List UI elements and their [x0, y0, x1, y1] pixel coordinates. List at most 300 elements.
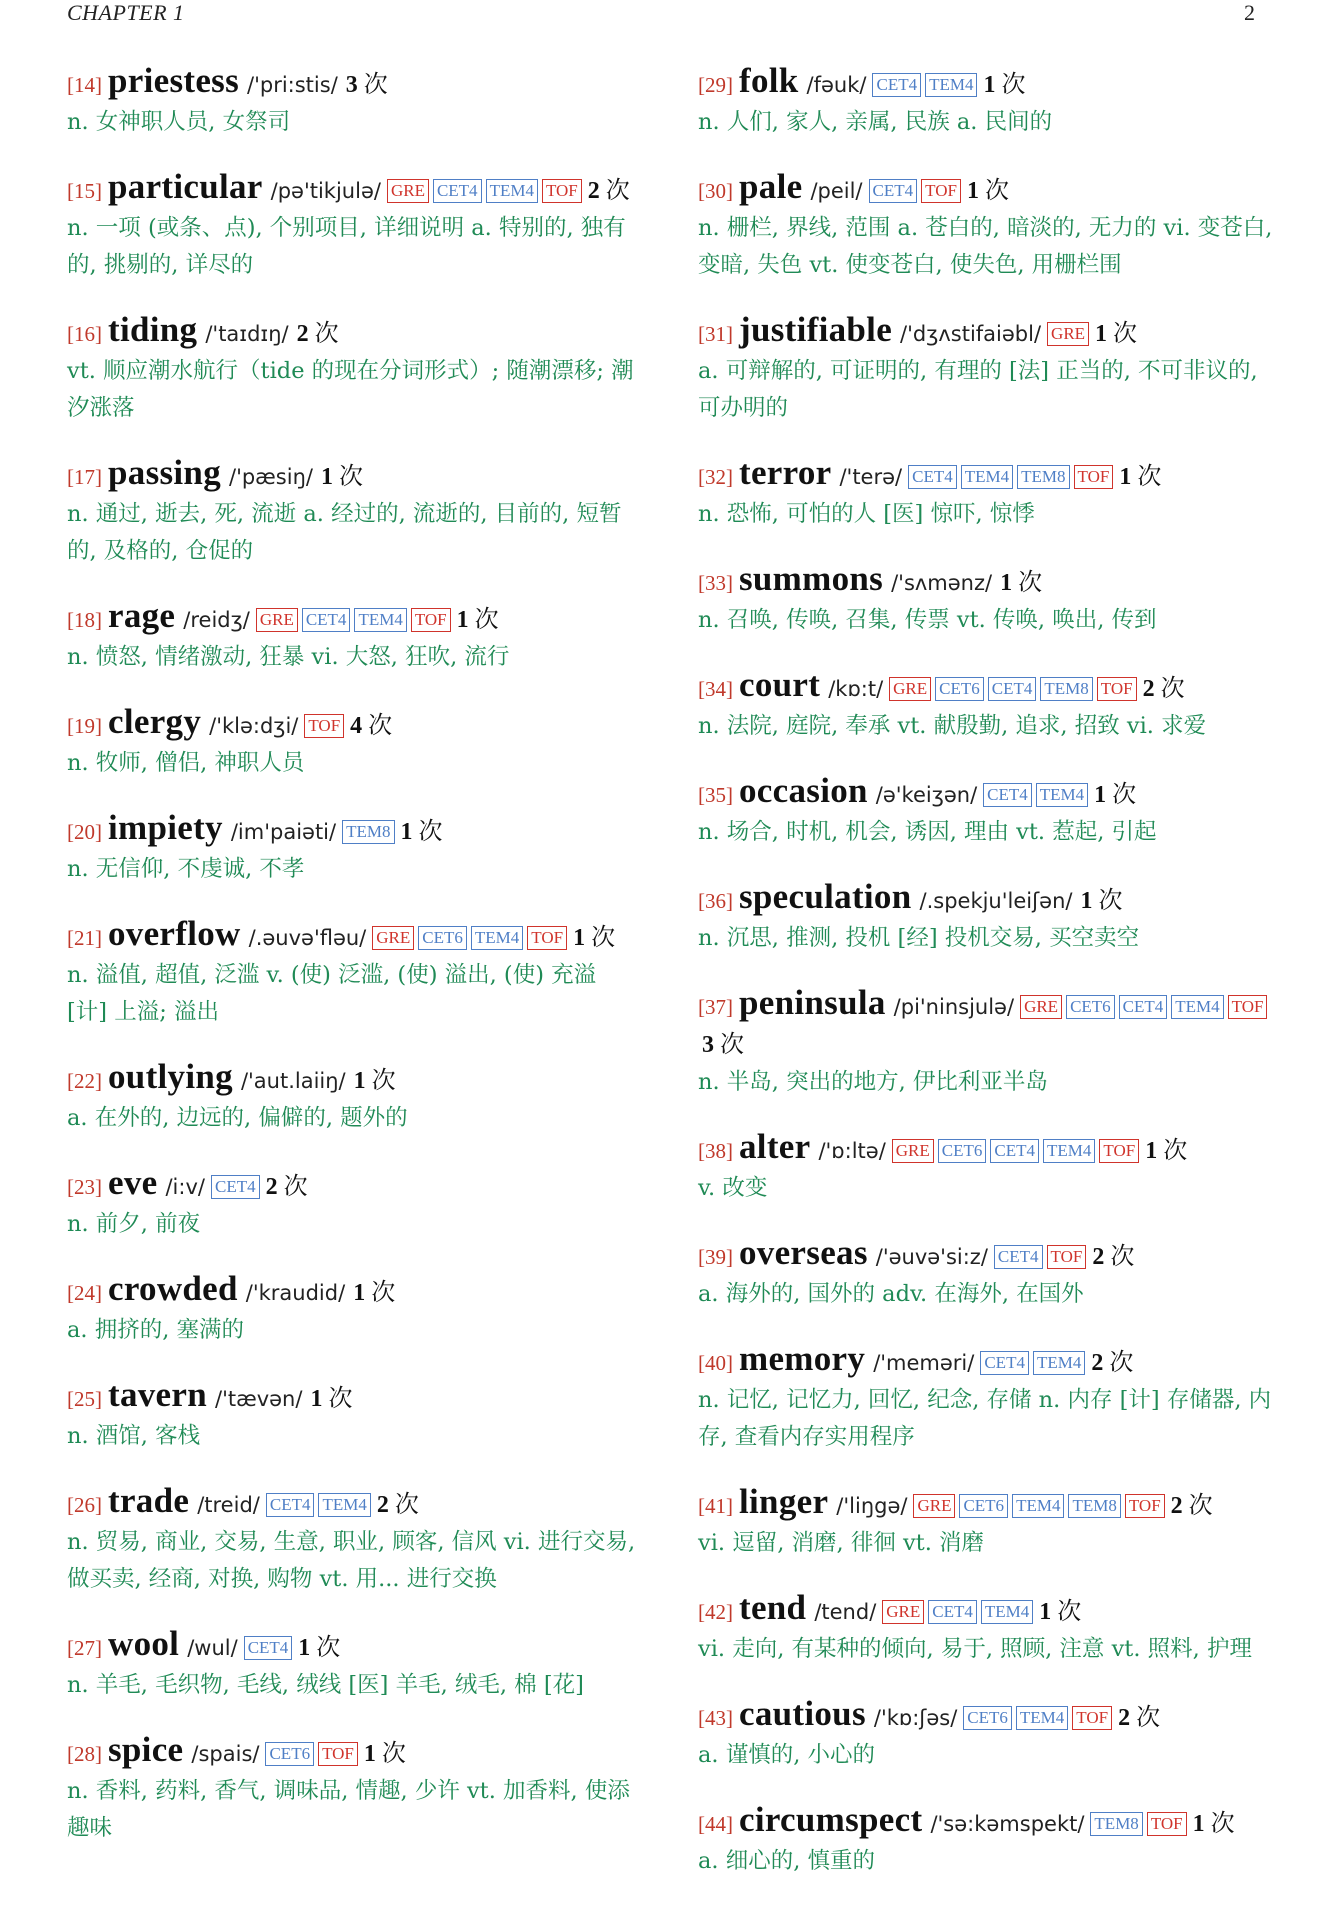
occurrence-count: [310, 1386, 352, 1412]
count-number: 1: [573, 925, 586, 951]
count-unit: 次: [1112, 782, 1137, 808]
count-unit: 次: [1160, 676, 1185, 702]
exam-tag: TOF: [411, 608, 451, 632]
definition: n. 半岛, 突出的地方, 伊比利亚半岛: [698, 1069, 1048, 1095]
entry-number: [29]: [698, 73, 733, 97]
definition: n. 溢值, 超值, 泛滥 v. (使) 泛滥, (使) 溢出, (使) 充溢 [计] 上溢; 溢出: [67, 962, 597, 1025]
exam-tag: CET4: [1119, 995, 1168, 1019]
headword: tend: [739, 1588, 807, 1627]
exam-tag: TOF: [527, 926, 567, 950]
exam-tag: CET4: [990, 1139, 1039, 1163]
count-number: 1: [353, 1068, 366, 1094]
count-unit: 次: [1110, 1244, 1135, 1270]
count-number: 1: [1094, 782, 1107, 808]
definition: n. 召唤, 传唤, 召集, 传票 vt. 传唤, 唤出, 传到: [698, 607, 1157, 633]
exam-tag: TEM4: [981, 1600, 1033, 1624]
entry-head: [67, 62, 642, 104]
definition: a. 可辩解的, 可证明的, 有理的 [法] 正当的, 不可非议的, 可办明的: [698, 358, 1258, 421]
headword: linger: [739, 1482, 829, 1521]
entry-head: [698, 1801, 1273, 1843]
entry-number: [26]: [67, 1493, 102, 1517]
headword: spice: [108, 1730, 184, 1769]
entry-head: [67, 168, 642, 210]
phonetic: /.əuvə'fləu/: [248, 926, 367, 950]
phonetic: /kɒ:t/: [828, 677, 884, 701]
definition: n. 酒馆, 客栈: [67, 1423, 201, 1449]
phonetic: /fəuk/: [806, 73, 867, 97]
occurrence-count: [967, 178, 1009, 204]
exam-tag: GRE: [889, 677, 931, 701]
entry-head: [67, 311, 642, 353]
phonetic: /'aut.laiiŋ/: [240, 1069, 346, 1093]
entry-head: [698, 1589, 1273, 1631]
occurrence-count: [1000, 570, 1042, 596]
definition: n. 恐怖, 可怕的人 [医] 惊吓, 惊悸: [698, 501, 1035, 527]
vocab-entry: [698, 454, 1273, 533]
entry-number: [34]: [698, 677, 733, 701]
entry-number: [41]: [698, 1494, 733, 1518]
entry-head: [67, 1164, 642, 1206]
vocab-entry: [67, 1270, 642, 1349]
count-number: 2: [587, 178, 600, 204]
entry-number: [42]: [698, 1600, 733, 1624]
count-number: 1: [298, 1635, 311, 1661]
entry-number: [43]: [698, 1706, 733, 1730]
exam-tag: TEM4: [354, 608, 406, 632]
definition: n. 记忆, 记忆力, 回忆, 纪念, 存储 n. 内存 [计] 存储器, 内存, 查看内存实用程序: [698, 1387, 1272, 1450]
definition: n. 栅栏, 界线, 范围 a. 苍白的, 暗淡的, 无力的 vi. 变苍白, 变暗, 失色 vt. 使变苍白, 使失色, 用栅栏围: [698, 215, 1273, 278]
exam-tag: GRE: [372, 926, 414, 950]
definition: n. 通过, 逝去, 死, 流逝 a. 经过的, 流逝的, 目前的, 短暂的, 及格的, 仓促的: [67, 501, 622, 564]
exam-tag: CET6: [1066, 995, 1115, 1019]
entry-number: [44]: [698, 1812, 733, 1836]
occurrence-count: [983, 72, 1025, 98]
entry-head: [67, 597, 642, 639]
exam-tag: TOF: [318, 1742, 358, 1766]
exam-tag: TEM4: [1033, 1351, 1085, 1375]
exam-tag: CET6: [963, 1706, 1012, 1730]
definition: a. 拥挤的, 塞满的: [67, 1317, 245, 1343]
vocab-entry: [698, 62, 1273, 141]
occurrence-count: [1092, 1244, 1134, 1270]
definition: n. 愤怒, 情绪激动, 狂暴 vi. 大怒, 狂吹, 流行: [67, 644, 510, 670]
definition: n. 女神职人员, 女祭司: [67, 109, 291, 135]
count-number: 1: [983, 72, 996, 98]
occurrence-count: [353, 1280, 395, 1306]
entry-number: [14]: [67, 73, 102, 97]
entry-head: [698, 666, 1273, 708]
phonetic: /'əuvə'si:z/: [875, 1245, 988, 1269]
headword: particular: [108, 167, 263, 206]
exam-tag: GRE: [882, 1600, 924, 1624]
entry-head: [698, 984, 1273, 1064]
phonetic: /'dʒʌstifaiəbl/: [900, 322, 1042, 346]
exam-tag: TOF: [1047, 1245, 1087, 1269]
count-unit: 次: [338, 464, 363, 490]
occurrence-count: [364, 1741, 406, 1767]
count-unit: 次: [368, 713, 393, 739]
count-number: 1: [966, 178, 979, 204]
count-unit: 次: [1001, 72, 1026, 98]
entry-number: [16]: [67, 322, 102, 346]
exam-tag: CET4: [211, 1175, 260, 1199]
vocab-entry: [698, 1234, 1273, 1313]
headword: outlying: [108, 1057, 233, 1096]
phonetic: /reidʒ/: [183, 608, 250, 632]
headword: clergy: [108, 702, 202, 741]
entry-number: [37]: [698, 995, 733, 1019]
entry-head: [698, 168, 1273, 210]
entry-number: [33]: [698, 571, 733, 595]
count-unit: 次: [474, 607, 499, 633]
headword: memory: [739, 1339, 866, 1378]
phonetic: /'pri:stis/: [247, 73, 338, 97]
entry-number: [24]: [67, 1281, 102, 1305]
phonetic: /pi'ninsjulə/: [893, 995, 1015, 1019]
exam-tag: TEM4: [961, 465, 1013, 489]
headword: overflow: [108, 914, 241, 953]
entry-number: [36]: [698, 889, 733, 913]
occurrence-count: [1094, 782, 1136, 808]
definition: vi. 逗留, 消磨, 徘徊 vt. 消磨: [698, 1530, 985, 1556]
vocab-entry: [698, 1128, 1273, 1207]
entry-head: [67, 1058, 642, 1100]
phonetic: /'taɪdɪŋ/: [205, 322, 289, 346]
count-number: 1: [1000, 570, 1013, 596]
entry-number: [28]: [67, 1742, 102, 1766]
occurrence-count: [1193, 1811, 1235, 1837]
count-unit: 次: [1057, 1599, 1082, 1625]
vocab-entry: [67, 168, 642, 284]
occurrence-count: [350, 713, 392, 739]
exam-tag: TOF: [304, 714, 344, 738]
exam-tag: TOF: [1072, 1706, 1112, 1730]
count-number: 1: [456, 607, 469, 633]
entry-number: [40]: [698, 1351, 733, 1375]
entry-head: [67, 915, 642, 957]
vocab-entry: [698, 311, 1273, 427]
count-number: 1: [400, 819, 413, 845]
definition: n. 牧师, 僧侣, 神职人员: [67, 750, 305, 776]
count-number: 4: [350, 713, 363, 739]
entry-head: [698, 878, 1273, 920]
definition: n. 场合, 时机, 机会, 诱因, 理由 vt. 惹起, 引起: [698, 819, 1157, 845]
entry-head: [698, 1483, 1273, 1525]
occurrence-count: [297, 321, 339, 347]
vocab-entry: [698, 1801, 1273, 1880]
headword: terror: [739, 453, 832, 492]
phonetic: /'klə:dʒi/: [209, 714, 299, 738]
entry-head: [67, 1376, 642, 1418]
vocab-entry: [698, 560, 1273, 639]
count-number: 1: [310, 1386, 323, 1412]
occurrence-count: [1080, 888, 1122, 914]
exam-tag: TOF: [921, 179, 961, 203]
occurrence-count: [588, 178, 630, 204]
exam-tag: TOF: [1097, 677, 1137, 701]
exam-tag: TOF: [1074, 465, 1114, 489]
exam-tag: CET4: [433, 179, 482, 203]
count-unit: 次: [1163, 1138, 1188, 1164]
occurrence-count: [1039, 1599, 1081, 1625]
vocab-entry: [67, 1482, 642, 1598]
occurrence-count: [1118, 1705, 1160, 1731]
count-number: 1: [1039, 1599, 1052, 1625]
exam-tag: TOF: [1147, 1812, 1187, 1836]
count-unit: 次: [371, 1280, 396, 1306]
exam-tag: GRE: [913, 1494, 955, 1518]
exam-tag: CET6: [265, 1742, 314, 1766]
headword: priestess: [108, 61, 240, 100]
count-unit: 次: [363, 72, 388, 98]
entry-number: [38]: [698, 1139, 733, 1163]
count-number: 1: [363, 1741, 376, 1767]
exam-tag: TEM4: [925, 73, 977, 97]
occurrence-count: [573, 925, 615, 951]
count-number: 1: [1095, 321, 1108, 347]
count-unit: 次: [1188, 1493, 1213, 1519]
vocab-entry: [698, 666, 1273, 745]
phonetic: /'terə/: [839, 465, 903, 489]
entry-head: [67, 1270, 642, 1312]
entry-number: [17]: [67, 465, 102, 489]
headword: occasion: [739, 771, 868, 810]
headword: wool: [108, 1624, 180, 1663]
entry-number: [20]: [67, 820, 102, 844]
phonetic: /'kraudid/: [245, 1281, 346, 1305]
entry-head: [67, 1625, 642, 1667]
headword: speculation: [739, 877, 912, 916]
headword: impiety: [108, 808, 223, 847]
vocab-entry: [698, 1483, 1273, 1562]
count-unit: 次: [371, 1068, 396, 1094]
exam-tag: GRE: [1047, 322, 1089, 346]
exam-tag: TOF: [1125, 1494, 1165, 1518]
definition: a. 海外的, 国外的 adv. 在海外, 在国外: [698, 1281, 1084, 1307]
count-number: 2: [376, 1492, 389, 1518]
count-unit: 次: [316, 1635, 341, 1661]
entry-number: [15]: [67, 179, 102, 203]
phonetic: /pə'tikjulə/: [270, 179, 381, 203]
entry-number: [35]: [698, 783, 733, 807]
entry-number: [39]: [698, 1245, 733, 1269]
phonetic: /'sʌmənz/: [891, 571, 993, 595]
entry-number: [19]: [67, 714, 102, 738]
phonetic: /.spekju'leiʃən/: [919, 889, 1073, 913]
count-unit: 次: [1136, 1705, 1161, 1731]
exam-tag: CET4: [869, 179, 918, 203]
count-unit: 次: [1098, 888, 1123, 914]
count-unit: 次: [394, 1492, 419, 1518]
count-unit: 次: [1137, 464, 1162, 490]
exam-tag: TEM4: [318, 1493, 370, 1517]
vocab-entry: [698, 984, 1273, 1101]
entry-number: [22]: [67, 1069, 102, 1093]
exam-tag: CET4: [928, 1600, 977, 1624]
entry-number: [30]: [698, 179, 733, 203]
count-unit: 次: [984, 178, 1009, 204]
entry-head: [67, 703, 642, 745]
exam-tag: CET6: [935, 677, 984, 701]
exam-tag: TEM4: [1043, 1139, 1095, 1163]
occurrence-count: [1119, 464, 1161, 490]
count-number: 2: [1091, 1350, 1104, 1376]
count-number: 3: [702, 1032, 714, 1058]
exam-tag: TOF: [1099, 1139, 1139, 1163]
occurrence-count: [1095, 321, 1137, 347]
vocab-entry: [67, 597, 642, 676]
definition: vi. 走向, 有某种的倾向, 易于, 照顾, 注意 vt. 照料, 护理: [698, 1636, 1252, 1662]
entry-head: [698, 1340, 1273, 1382]
count-unit: 次: [328, 1386, 353, 1412]
exam-tag: CET4: [980, 1351, 1029, 1375]
count-number: 2: [1142, 676, 1155, 702]
exam-tag: TEM8: [342, 820, 394, 844]
headword: circumspect: [739, 1800, 923, 1839]
count-number: 1: [320, 464, 333, 490]
count-unit: 次: [314, 321, 339, 347]
count-number: 2: [265, 1174, 278, 1200]
exam-tag: TOF: [542, 179, 582, 203]
occurrence-count: [346, 72, 388, 98]
exam-tag: TEM4: [1036, 783, 1088, 807]
phonetic: /'tævən/: [215, 1387, 303, 1411]
headword: summons: [739, 559, 884, 598]
phonetic: /'liŋgə/: [836, 1494, 908, 1518]
phonetic: /'meməri/: [873, 1351, 975, 1375]
exam-tag: CET4: [244, 1636, 293, 1660]
page-header: [67, 0, 1255, 28]
vocab-entry: [698, 1695, 1273, 1774]
vocab-entry: [67, 1625, 642, 1704]
entry-head: [698, 772, 1273, 814]
entry-head: [698, 1234, 1273, 1276]
definition: n. 贸易, 商业, 交易, 生意, 职业, 顾客, 信风 vi. 进行交易, 做买卖, 经商, 对换, 购物 vt. 用... 进行交换: [67, 1529, 636, 1592]
exam-tag: TEM8: [1090, 1812, 1142, 1836]
count-number: 2: [1118, 1705, 1131, 1731]
occurrence-count: [354, 1068, 396, 1094]
phonetic: /'pæsiŋ/: [229, 465, 313, 489]
headword: alter: [739, 1127, 811, 1166]
exam-tag: TEM4: [1016, 1706, 1068, 1730]
entry-head: [698, 1695, 1273, 1737]
definition: n. 羊毛, 毛织物, 毛线, 绒线 [医] 羊毛, 绒毛, 棉 [花]: [67, 1672, 584, 1698]
phonetic: /tend/: [814, 1600, 877, 1624]
vocab-entry: [67, 809, 642, 888]
headword: trade: [108, 1481, 190, 1520]
occurrence-count: [457, 607, 499, 633]
headword: eve: [108, 1163, 158, 1202]
entry-head: [67, 454, 642, 496]
count-number: 2: [1170, 1493, 1183, 1519]
chapter-title: CHAPTER 1: [67, 0, 185, 25]
exam-tag: GRE: [387, 179, 429, 203]
headword: court: [739, 665, 821, 704]
entry-head: [67, 1482, 642, 1524]
entry-number: [21]: [67, 926, 102, 950]
headword: rage: [108, 596, 176, 635]
entry-number: [31]: [698, 322, 733, 346]
vocab-entry: [698, 772, 1273, 851]
count-number: 2: [296, 321, 309, 347]
occurrence-count: [1143, 676, 1185, 702]
count-unit: 次: [283, 1174, 308, 1200]
exam-tag: CET4: [266, 1493, 315, 1517]
count-unit: 次: [1018, 570, 1043, 596]
exam-tag: CET6: [418, 926, 467, 950]
exam-tag: GRE: [1020, 995, 1062, 1019]
occurrence-count: [1145, 1138, 1187, 1164]
exam-tag: CET4: [994, 1245, 1043, 1269]
phonetic: /'ɒ:ltə/: [818, 1139, 886, 1163]
entry-head: [67, 809, 642, 851]
vocab-entry: [67, 1164, 642, 1243]
count-number: 1: [1192, 1811, 1205, 1837]
count-number: 3: [345, 72, 358, 98]
headword: pale: [739, 167, 803, 206]
exam-tag: GRE: [256, 608, 298, 632]
occurrence-count: [401, 819, 443, 845]
headword: peninsula: [739, 983, 886, 1022]
occurrence-count: [702, 1032, 744, 1058]
headword: passing: [108, 453, 221, 492]
definition: a. 谨慎的, 小心的: [698, 1742, 876, 1768]
phonetic: /treid/: [197, 1493, 260, 1517]
occurrence-count: [1171, 1493, 1213, 1519]
headword: justifiable: [739, 310, 893, 349]
definition: a. 在外的, 边远的, 偏僻的, 题外的: [67, 1105, 408, 1131]
exam-tag: TEM4: [471, 926, 523, 950]
entry-head: [698, 62, 1273, 104]
phonetic: /ə'keiʒən/: [875, 783, 978, 807]
entry-head: [698, 454, 1273, 496]
phonetic: /peil/: [810, 179, 863, 203]
count-unit: 次: [1113, 321, 1138, 347]
count-unit: 次: [418, 819, 443, 845]
entry-head: [698, 311, 1273, 353]
vocab-entry: [698, 1340, 1273, 1456]
definition: n. 香料, 药料, 香气, 调味品, 情趣, 少许 vt. 加香料, 使添趣味: [67, 1778, 630, 1841]
count-unit: 次: [720, 1032, 744, 1058]
exam-tag: TEM8: [1017, 465, 1069, 489]
phonetic: /i:v/: [165, 1175, 205, 1199]
entry-number: [25]: [67, 1387, 102, 1411]
count-unit: 次: [605, 178, 630, 204]
headword: cautious: [739, 1694, 866, 1733]
exam-tag: TOF: [1228, 995, 1268, 1019]
occurrence-count: [321, 464, 363, 490]
headword: folk: [739, 61, 799, 100]
vocab-entry: [67, 454, 642, 570]
vocab-entry: [698, 1589, 1273, 1668]
occurrence-count: [298, 1635, 340, 1661]
exam-tag: TEM8: [1068, 1494, 1120, 1518]
exam-tag: CET4: [983, 783, 1032, 807]
vocab-entry: [67, 1058, 642, 1137]
entry-number: [18]: [67, 608, 102, 632]
exam-tag: GRE: [892, 1139, 934, 1163]
vocab-entry: [67, 311, 642, 427]
occurrence-count: [1091, 1350, 1133, 1376]
exam-tag: CET6: [938, 1139, 987, 1163]
entry-head: [698, 560, 1273, 602]
headword: tavern: [108, 1375, 207, 1414]
vocab-entry: [67, 1376, 642, 1455]
phonetic: /spais/: [191, 1742, 260, 1766]
exam-tag: TEM8: [1040, 677, 1092, 701]
vocab-entry: [67, 1731, 642, 1847]
headword: tiding: [108, 310, 198, 349]
